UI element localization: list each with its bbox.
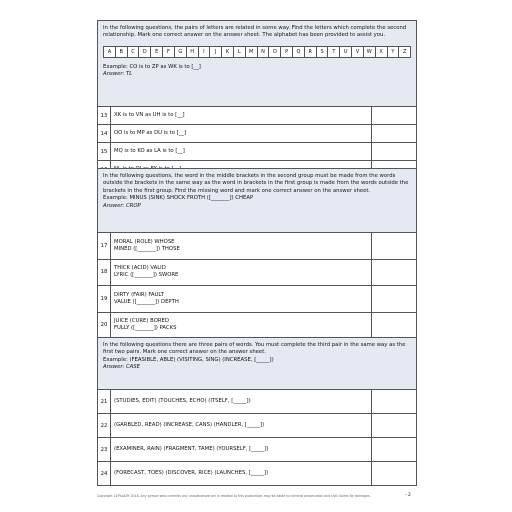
question-row [98,462,416,485]
question-row [98,107,416,125]
question-row [98,233,416,260]
question-row [98,313,416,339]
question-line: XK is to VN as UH is to [__] [114,111,185,118]
example-text: Example: (FEASIBLE, ABLE) (VISITING, SING) (INCREASE, [_____]) [103,356,274,363]
question-row [98,286,416,313]
question-number: 15 [98,143,111,160]
question-text [111,260,372,286]
question-number: 20 [98,313,111,339]
question-number: 13 [98,107,111,124]
example-answer: Answer: CROP [103,202,141,209]
alphabet-letter: Q [293,46,305,58]
question-number: 23 [98,438,111,461]
alphabet-letter: X [376,46,388,58]
alphabet-letter: E [151,46,163,58]
section-letter-pairs [97,20,417,179]
instructions-box [98,338,416,390]
alphabet-letter: D [139,46,151,58]
alphabet-letter: J [210,46,222,58]
question-text [111,143,372,160]
alphabet-letter: V [352,46,364,58]
question-row [98,143,416,161]
answer-cell [372,414,416,437]
question-text [111,462,372,485]
alphabet-letter: K [222,46,234,58]
question-line2: LYRIC ([_______]) SWORE [114,272,179,279]
example-text: Example: CO is to ZP as WK is to [__] [103,63,201,70]
question-line: OO is to MP as DU is to [__] [114,129,187,136]
question-number: 17 [98,233,111,259]
question-number: 22 [98,414,111,437]
page-number: - 2 [405,493,411,498]
question-row [98,414,416,438]
alphabet-letter: U [340,46,352,58]
answer-cell [372,233,416,259]
answer-cell [372,107,416,124]
question-text [111,286,372,312]
question-text [111,390,372,413]
answer-cell [372,313,416,339]
question-line2: FULLY ([_______]) PACKS [114,325,177,332]
question-line1: THICK (ACID) VALID [114,265,166,272]
question-number: 14 [98,125,111,142]
question-text [111,233,372,259]
question-text [111,107,372,124]
question-line1: MORAL (ROLE) WHOSE [114,238,175,245]
question-line: (FORECAST, TOES) (DISCOVER, RICE) (LAUNCHES, [_____]) [114,469,269,476]
answer-cell [372,438,416,461]
answer-cell [372,462,416,485]
question-line: MQ is to KO as LA is to [__] [114,147,185,154]
question-line: (STUDIES, EDIT) (TOUCHES, ECHO) (ITSELF, [_____]) [114,397,251,404]
instructions-text: In the following questions, the word in the middle brackets in the second group must be made from the words outside the brackets in the same way as the word in brackets in the first group is made from the words outside the brackets in the first group. Find the missing word and mark one correct answer on the answer sheet. [103,173,409,194]
section-word-pairs [97,337,417,486]
question-text [111,438,372,461]
question-line1: JUICE (CURE) BORED [114,318,169,325]
question-line: (GARBLED, READ) (INCREASE, CANS) (HANDLER, [_____]) [114,421,265,428]
question-row [98,390,416,414]
alphabet-letter: N [258,46,270,58]
section-middle-word [97,168,417,339]
question-number: 21 [98,390,111,413]
alphabet-letter: T [328,46,340,58]
alphabet-letter: G [175,46,187,58]
question-row [98,125,416,143]
question-text [111,125,372,142]
alphabet-letter: A [104,46,116,58]
alphabet-letter: S [317,46,329,58]
question-number: 24 [98,462,111,485]
alphabet-letter: W [364,46,376,58]
alphabet-letter: M [246,46,258,58]
alphabet-strip [103,46,411,58]
instructions-text: In the following questions there are three pairs of words. You must complete the third pair in the same way as the first two pairs. Mark one correct answer on the answer sheet. [103,342,406,356]
instructions-text: In the following questions, the pairs of letters are related in some way. Find the letters which complete the second relationship. Mark one correct answer on the answer sheet. The alphabet has been provided to assist you. [103,25,407,39]
alphabet-letter: I [199,46,211,58]
answer-cell [372,260,416,286]
alphabet-letter: C [128,46,140,58]
answer-cell [372,125,416,142]
example-answer: Answer: CASE [103,364,141,371]
question-line2: VALUE ([_______]) DEPTH [114,298,179,305]
alphabet-letter: R [305,46,317,58]
example-answer: Answer: TL [103,71,133,78]
question-line2: MINED ([_______]) THOSE [114,245,180,252]
alphabet-letter: O [269,46,281,58]
question-number: 19 [98,286,111,312]
alphabet-letter: P [281,46,293,58]
instructions-box [98,21,416,107]
alphabet-letter: F [163,46,175,58]
question-text [111,313,372,339]
question-text [111,414,372,437]
alphabet-letter: L [234,46,246,58]
alphabet-letter: H [187,46,199,58]
question-row [98,260,416,287]
answer-cell [372,286,416,312]
question-line: (EXAMINER, RAIN) (FRAGMENT, TAME) (YOURSELF, [_____]) [114,445,269,452]
instructions-box [98,169,416,233]
alphabet-letter: B [116,46,128,58]
copyright-footer: Copyright 11PlusDIY 2018. Any person who commits any unauthorised act in relation to this publication may be liable to criminal prosecution and civil claims for damages. [97,494,371,498]
question-number: 18 [98,260,111,286]
answer-cell [372,390,416,413]
example-text: Example: MINUS (SINK) SHOCK FROTH ([_______]) CHEAP [103,195,254,202]
question-line1: DIRTY (FAIR) FAULT [114,291,164,298]
alphabet-letter: Z [399,46,411,58]
alphabet-letter: Y [388,46,400,58]
question-row [98,438,416,462]
answer-cell [372,143,416,160]
